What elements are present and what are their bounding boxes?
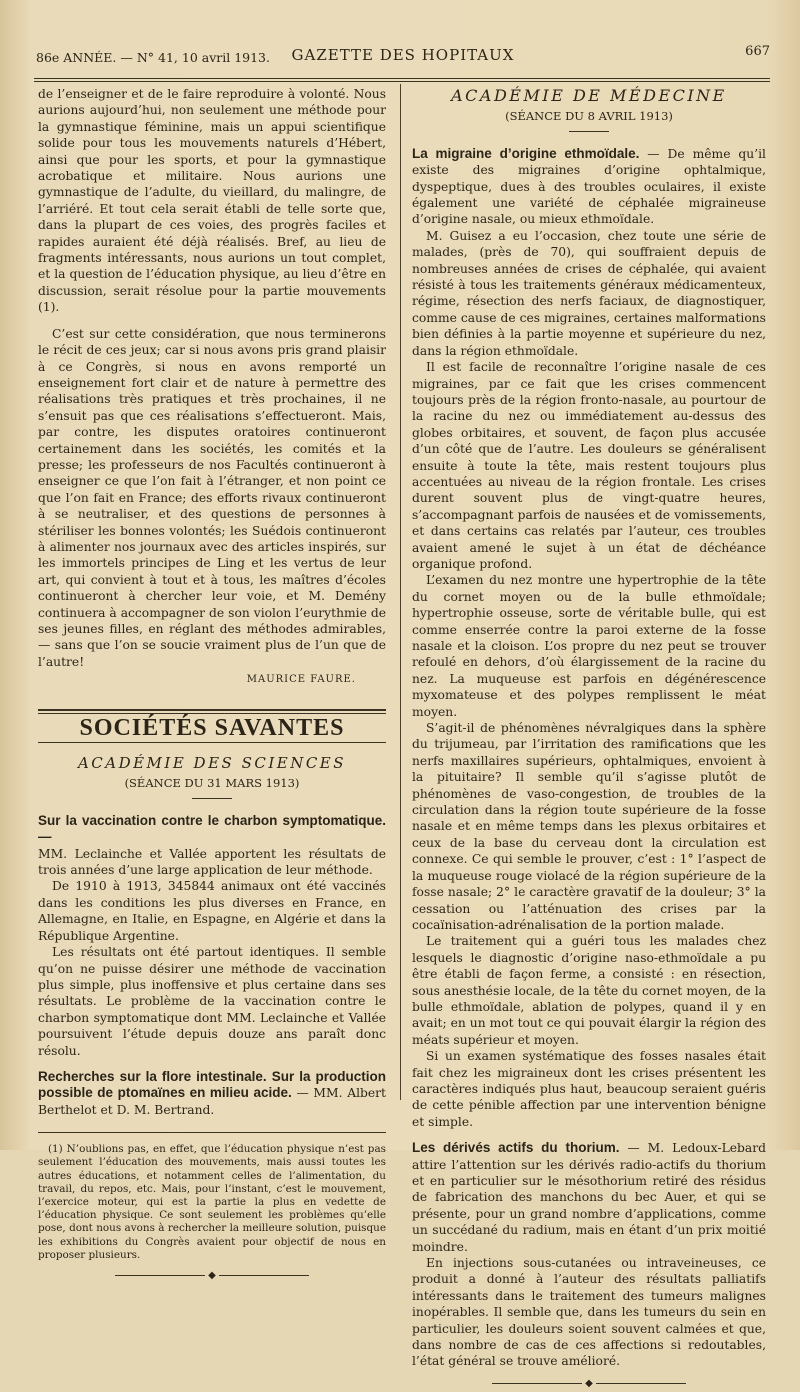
section-rule-top	[38, 709, 386, 711]
issue-info: 86e ANNÉE. — N° 41, 10 avril 1913.	[36, 50, 270, 65]
article-vaccination-p1: MM. Leclainche et Vallée apportent les résultats de trois années d’une large application de leur méthode.	[38, 846, 386, 878]
article-migraine-p5: Le traitement qui a guéri tous les malades chez lesquels le diagnostic d’origine naso-ethmoïdale a pu être établi de façon ferme, a consisté : en résection, sous anesthésie locale, de la tête du cornet moyen, de la bulle ethmoïdale, ablation de polypes, quand il y en avait; en un mot tout ce qui pouvait élargir la région des méats supérieur et moyen.	[412, 934, 766, 1047]
academy-sciences-title: ACADÉMIE DES SCIENCES	[77, 754, 347, 773]
article-migraine-lead: — De même qu’il existe des migraines d’origine ophtalmique, dyspeptique, dues à des troubles oculaires, il existe également une variété de céphalée migraineuse d’origine nasale, ou mieux ethmoïdale.	[412, 146, 766, 227]
article-thorium-p1: En injections sous-cutanées ou intraveineuses, ce produit a donné à l’auteur des résultats palliatifs intéressants dans le traitement des tumeurs malignes inopérables. Il semble que, dans les tumeurs du sein en particulier, les douleurs soient souvent calmées et que, dans nombre de cas de ces affections si redoutables, l’état général se trouve amélioré.	[412, 1256, 766, 1369]
end-ornament-right: ◆	[412, 1376, 766, 1392]
section-rule-bottom	[38, 742, 386, 743]
article-vaccination-heading-para	[38, 813, 386, 846]
section-title: SOCIÉTÉS SAVANTES	[79, 714, 345, 741]
article-migraine-lead-para	[412, 146, 766, 228]
article-migraine-p4: S’agit-il de phénomènes névralgiques dans la sphère du trijumeau, par l’irritation des ramifications que les nerfs maxillaires supérieurs, ophtalmiques, envoient à la pituitaire? Il semble qu’il s’agisse plutôt de phénomènes de vaso-congestion, de troubles de la circulation dans la région toute supérieure de la fosse nasale et en même temps dans les plexus orbitaires et ceux de la base du cerveau dont la circulation est connexe. Ce qui semble le prouver, c’est : 1° l’aspect de la muqueuse rouge violacé de la région supérieure de la fosse nasale; 2° le caractère gravatif de la douleur; 3° la cessation ou l’atténuation des crises par la cocaïnisation-adrénalisation de la portion malade.	[412, 721, 766, 932]
author-signature: MAURICE FAURE.	[246, 674, 356, 686]
page-header	[36, 40, 770, 70]
short-rule-right	[569, 131, 609, 132]
article-migraine-heading: La migraine d’origine ethmoïdale.	[412, 145, 640, 161]
academy-medecine-date: (SÉANCE DU 8 AVRIL 1913)	[505, 109, 673, 124]
footnote-rule	[38, 1132, 386, 1133]
footnote	[38, 1143, 386, 1262]
intro-paragraph-1: de l’enseigner et de le faire reproduire à volonté. Nous aurions aujourd’hui, non seulement une méthode pour la gymnastique féminine, mais un appui scientifique solide pour tous les mouvements naturels d’Hébert, ainsi que pour les sports, et pour la gymnastique acrobatique et militaire. Nous aurions une gymnastique de l’adulte, du vieillard, du malingre, de l’arriéré. Et tout cela serait établi de telle sorte que, dans la plupart de ces voies, des progrès faciles et rapides auraient été déjà réalisés. Bref, au lieu de fragments intéressants, nous aurions un tout complet, et la question de l’éducation physique, au lieu d’être en discussion, serait résolue pour la partie mouvements (1).	[38, 87, 386, 315]
article-thorium-lead-para	[412, 1140, 766, 1255]
article-flore-authors: — MM. Albert Berthelot et D. M. Bertrand.	[38, 1086, 386, 1117]
header-rule	[34, 78, 770, 82]
short-rule	[192, 798, 232, 799]
article-vaccination-p3: Les résultats ont été partout identiques. Il semble qu’on ne puisse désirer une méthode de vaccination plus simple, plus inoffensive et plus certaine dans ses résultats. Le problème de la vaccination contre le charbon symptomatique dont MM. Leclainche et Vallée poursuivent l’étude depuis douze ans paraît donc résolu.	[38, 945, 386, 1058]
academy-medecine-title: ACADÉMIE DE MÉDECINE	[451, 86, 727, 105]
article-migraine-p6: Si un examen systématique des fosses nasales était fait chez les migraineux dont les crises présentent les caractères indiqués plus haut, beaucoup seraient guéris de cette pénible affection par une intervention bénigne et simple.	[412, 1049, 766, 1129]
column-divider	[400, 84, 401, 1100]
section-rule-top-thin	[38, 713, 386, 714]
footnote-text: (1) N’oublions pas, en effet, que l’éducation physique n’est pas seulement l’éducation des mouvements, mais aussi toutes les autres éducations, et notamment celles de l’alimentation, du travail, du repos, etc. Mais, pour l’instant, c’est le mouvement, l’exercice moteur, qui est la partie la plus en vedette de l’éducation physique. Ce sont seulement les problèmes qu’elle pose, dont nous avons à rechercher la meilleure solution, puisque les exhibitions du Congrès avaient pour objectif de nous en proposer plusieurs.	[38, 1143, 386, 1261]
article-vaccination-heading: Sur la vaccination contre le charbon symptomatique. —	[38, 812, 386, 845]
page-number: 667	[745, 44, 770, 59]
journal-title: GAZETTE DES HOPITAUX	[291, 46, 515, 64]
article-migraine-p1: M. Guisez a eu l’occasion, chez toute une série de malades, (près de 70), qui souffraient depuis de nombreuses années de crises de céphalée, qui avaient résisté à tous les traitements généraux médicamenteux, régime, résection des nerfs faciaux, de diagnostiquer, comme cause de ces migraines, certaines malformations bien définies à la partie moyenne et supérieure du nez, dans la région ethmoïdale.	[412, 228, 766, 358]
article-flore-heading: Recherches sur la flore intestinale. Sur la production possible de ptomaïnes en milieu acide.	[38, 1068, 386, 1101]
article-thorium-heading: Les dérivés actifs du thorium.	[412, 1140, 620, 1156]
article-migraine-p2: Il est facile de reconnaître l’origine nasale de ces migraines, par ce fait que les crises commencent toujours près de la région fronto-nasale, au pourtour de la racine du nez ou immédiatement au-dessus des globes orbitaires, et souvent, de façon plus accusée d’un côté que de l’autre. Les douleurs se généralisent ensuite à toute la tête, mais restent toujours plus accentuées au niveau de la région frontale. Les crises durent souvent plus de vingt-quatre heures, s’accompagnant parfois de nausées et de vomissements, et dans certains cas relatés par l’auteur, ces troubles avaient amené le sujet à un état de déchéance organique profond.	[412, 360, 766, 571]
right-column	[412, 86, 766, 1392]
academy-sciences-date: (SÉANCE DU 31 MARS 1913)	[124, 776, 300, 791]
intro-paragraph-2: C’est sur cette considération, que nous terminerons le récit de ces jeux; car si nous avons pris grand plaisir à ce Congrès, si nous en avons remporté un enseignement fort clair et de nature à permettre des réalisations très pratiques et très prochaines, il ne s’ensuit pas que ces réalisations s’effectueront. Mais, par contre, les disputes oratoires continueront certainement dans les sociétés, les comités et la presse; les professeurs de nos Facultés continueront à enseigner ce que l’on fait à l’étranger, et non point ce que l’on fait en France; des efforts rivaux continueront à se neutraliser, et des questions de personnes à stériliser les bonnes volontés; les Suédois continueront à alimenter nos journaux avec des articles inspirés, sur les immortels principes de Ling et les vertus de leur art, qui convient à tout et à tous, les maîtres d’écoles continueront à chercher leur voie, et M. Demény continuera à accompagner de son violon l’eurythmie de ses jeunes filles, en réglant des méthodes admirables, — sans que l’on se soucie vraiment plus de l’un que de l’autre!	[38, 326, 386, 669]
end-ornament-left: ◆	[38, 1268, 386, 1284]
article-vaccination-p2: De 1910 à 1913, 345844 animaux ont été vaccinés dans les conditions les plus diverses en France, en Allemagne, en Italie, en Espagne, en Algérie et dans la République Argentine.	[38, 879, 386, 943]
left-column	[38, 86, 386, 1284]
article-flore-para	[38, 1069, 386, 1118]
article-thorium-lead: — M. Ledoux-Lebard attire l’attention sur les dérivés radio-actifs du thorium et en particulier sur le mésothorium retiré des résidus de fabrication des manchons du bec Auer, et qui se présente, pour un grand nombre d’applications, comme un succédané du radium, mais en étant d’un prix moitié moindre.	[412, 1141, 766, 1254]
article-migraine-p3: L’examen du nez montre une hypertrophie de la tête du cornet moyen ou de la bulle ethmoïdale; hypertrophie osseuse, sorte de véritable bulle, qui est comme enserrée contre la paroi externe de la fosse nasale et la cloison. L’os propre du nez peut se trouver refoulé en dehors, d’où élargissement de la racine du nez. La muqueuse est parfois en dégénérescence myxomateuse et des polypes remplissent le méat moyen.	[412, 573, 766, 719]
